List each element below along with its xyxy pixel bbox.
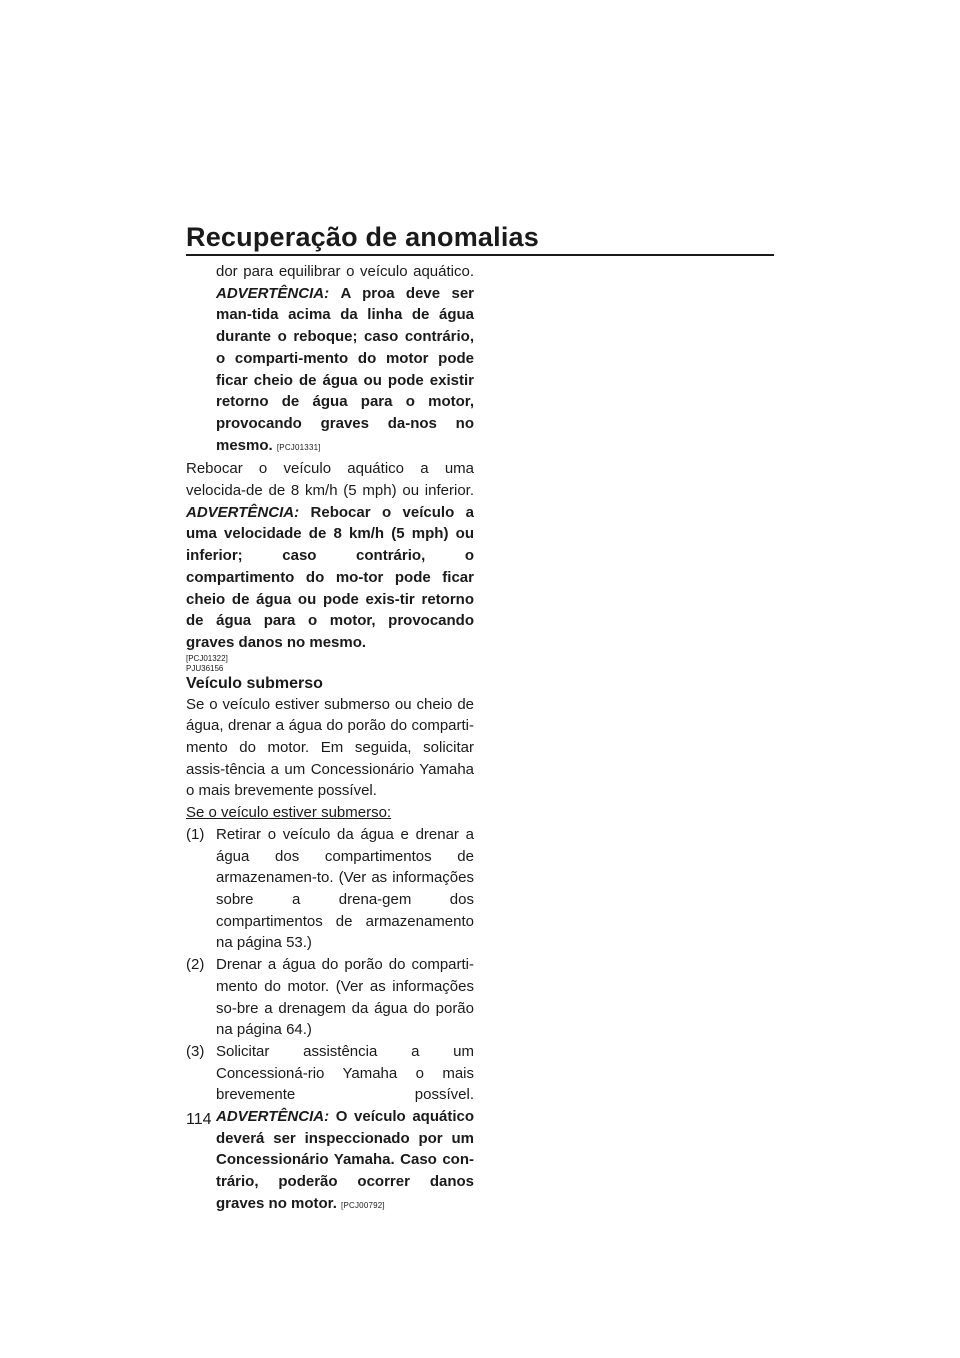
- warning-code: [PCJ00792]: [341, 1200, 385, 1210]
- warning-text: O veículo aquático deverá ser inspeccionado por um Concessionário Yamaha. Caso con-trário, poderão ocorrer danos graves no motor.: [216, 1108, 475, 1212]
- warning-label: ADVERTÊNCIA:: [186, 503, 300, 521]
- subheading: Se o veículo estiver submerso:: [186, 804, 392, 822]
- page-number: 114: [186, 1111, 212, 1128]
- continuation-text: dor para equilibrar o veículo aquático.: [216, 263, 474, 280]
- step-text: Solicitar assistência a um Concessioná-rio Yamaha o mais brevemente possível.: [216, 1042, 474, 1104]
- warning-label: ADVERTÊNCIA:: [216, 284, 330, 302]
- list-item: [186, 824, 474, 954]
- warning-code: [PCJ01331]: [276, 442, 321, 452]
- tow-text: Rebocar o veículo aquático a uma velocida-de de 8 km/h (5 mph) ou inferior.: [186, 460, 474, 500]
- list-number: (1): [186, 825, 205, 843]
- list-text: Drenar a água do porão do comparti-mento do motor. (Ver as informações so-bre a drenagem da água do porão na página 64.): [216, 956, 474, 1039]
- section-heading: Veículo submerso: [186, 674, 323, 692]
- title-rule: [186, 254, 774, 256]
- list-text: Retirar o veículo da água e drenar a água dos compartimentos de armazenamen-to. (Ver as informações sobre a drena-gem dos compartimentos de armazenamento na página 53.): [216, 825, 474, 952]
- warning-text: A proa deve ser man-tida acima da linha de água durante o reboque; caso contrário, o comparti-mento do motor pode ficar cheio de água ou pode existir retorno de água para o motor, provocando graves da-nos no mesmo.: [216, 284, 474, 454]
- continuation-paragraph: [186, 261, 474, 458]
- warning-label: ADVERTÊNCIA:: [216, 1108, 330, 1126]
- list-number: (3): [186, 1042, 205, 1060]
- main-column: [186, 261, 474, 1217]
- list-item: [186, 954, 474, 1041]
- section-id: PJU36156: [186, 663, 224, 673]
- list-item: [186, 1041, 474, 1217]
- warning-text: Rebocar o veículo a uma velocidade de 8 km/h (5 mph) ou inferior; caso contrário, o compartimento do mo-tor pode ficar cheio de água ou pode exis-tir retorno de água para o motor, provocando graves danos no mesmo.: [186, 503, 475, 651]
- section-intro: Se o veículo estiver submerso ou cheio de água, drenar a água do porão do comparti-mento do motor. Em seguida, solicitar assis-tência a um Concessionário Yamaha o mais brevemente possível.: [186, 695, 474, 800]
- page-title: Recuperação de anomalias: [186, 222, 539, 252]
- list-number: (2): [186, 956, 205, 974]
- list-text: [216, 1041, 474, 1217]
- warning-code: [PCJ01322]: [186, 653, 228, 663]
- tow-paragraph: [186, 458, 474, 653]
